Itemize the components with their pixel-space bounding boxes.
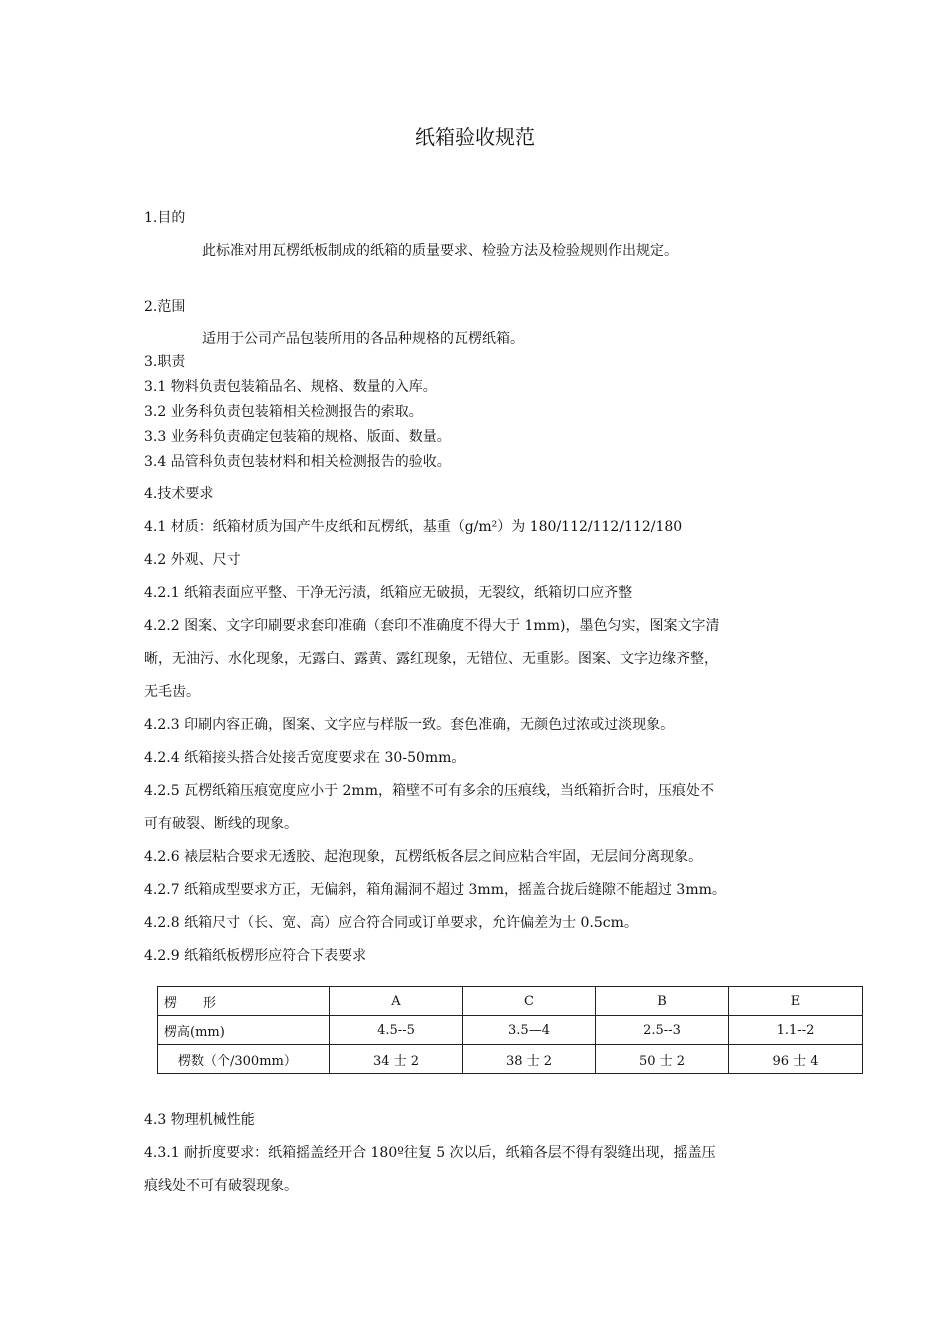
section-3-2: 3.2 业务科负责包装箱相关检测报告的索取。 [144,404,423,420]
section-4-2-7: 4.2.7 纸箱成型要求方正，无偏斜，箱角漏洞不超过 3mm，摇盖合拢后缝隙不能超过 3mm。 [144,882,726,898]
document-title: 纸箱验收规范 [415,125,535,149]
flute-spec-table [157,986,863,1074]
section-4-heading: 4.技术要求 [144,486,214,502]
section-4-3-1-line: 4.3.1 耐折度要求：纸箱摇盖经开合 180º往复 5 次以后，纸箱各层不得有裂缝出现，摇盖压 [144,1145,716,1161]
table-cell: 4.5--5 [330,1016,463,1045]
section-4-2-4: 4.2.4 纸箱接头搭合处接舌宽度要求在 30-50mm。 [144,750,466,766]
section-4-2-8: 4.2.8 纸箱尺寸（长、宽、高）应合符合同或订单要求，允许偏差为士 0.5cm。 [144,915,638,931]
section-4-2-5-line: 可有破裂、断线的现象。 [144,816,298,832]
section-4-3: 4.3 物理机械性能 [144,1112,255,1128]
table-header-cell: 楞 形 [158,987,330,1016]
table-row [158,1016,863,1045]
table-cell: 96 士 4 [729,1045,863,1074]
table-header-cell: E [729,987,863,1016]
section-4-2-2-line: 无毛齿。 [144,684,200,700]
section-4-2-2-line: 4.2.2 图案、文字印刷要求套印准确（套印不准确度不得大于 1mm)，墨色匀实，图案文字清 [144,618,720,634]
section-1-text: 此标准对用瓦楞纸板制成的纸箱的质量要求、检验方法及检验规则作出规定。 [202,243,678,259]
section-3-3: 3.3 业务科负责确定包装箱的规格、版面、数量。 [144,429,451,445]
table-header-cell: C [463,987,596,1016]
table-cell: 3.5—4 [463,1016,596,1045]
table-cell: 38 士 2 [463,1045,596,1074]
section-4-2-2-line: 晰，无油污、水化现象，无露白、露黄、露红现象，无错位、无重影。图案、文字边缘齐整， [144,651,718,667]
table-header-cell: A [330,987,463,1016]
section-4-2-3: 4.2.3 印刷内容正确，图案、文字应与样版一致。套色准确，无颜色过浓或过淡现象。 [144,717,675,733]
table-cell: 50 士 2 [596,1045,729,1074]
table-header-row [158,987,863,1016]
section-4-3-1-line: 痕线处不可有破裂现象。 [144,1178,298,1194]
table-cell: 2.5--3 [596,1016,729,1045]
table-header-cell: B [596,987,729,1016]
section-4-body [144,478,812,973]
section-2-heading: 2.范围 [144,299,186,315]
section-4-2-5-line: 4.2.5 瓦楞纸箱压痕宽度应小于 2mm，箱壁不可有多余的压痕线，当纸箱折合时，压痕处不 [144,783,714,799]
section-4-2-1: 4.2.1 纸箱表面应平整、干净无污渍，纸箱应无破损，无裂纹，纸箱切口应齐整 [144,585,633,601]
table-cell: 1.1--2 [729,1016,863,1045]
section-3-1: 3.1 物料负责包装箱品名、规格、数量的入库。 [144,379,437,395]
section-1-heading: 1.目的 [144,210,186,226]
table-cell: 楞数（个/300mm） [158,1045,330,1074]
section-4-2-6: 4.2.6 裱层粘合要求无透胶、起泡现象，瓦楞纸板各层之间应粘合牢固，无层间分离现象。 [144,849,703,865]
table-cell: 34 士 2 [330,1045,463,1074]
section-3-heading: 3.职责 [144,354,186,370]
section-4-2: 4.2 外观、尺寸 [144,552,241,568]
section-3-4: 3.4 品管科负责包装材料和相关检测报告的验收。 [144,454,451,470]
section-4-2-9: 4.2.9 纸箱纸板楞形应符合下表要求 [144,948,367,964]
section-4-3-body [144,1104,812,1203]
section-4-1: 4.1 材质：纸箱材质为国产牛皮纸和瓦楞纸，基重（g/m²）为 180/112/112/112/180 [144,519,683,535]
table-cell: 楞高(mm) [158,1016,330,1045]
table-row [158,1045,863,1074]
section-2-text: 适用于公司产品包装所用的各品种规格的瓦楞纸箱。 [202,331,524,347]
